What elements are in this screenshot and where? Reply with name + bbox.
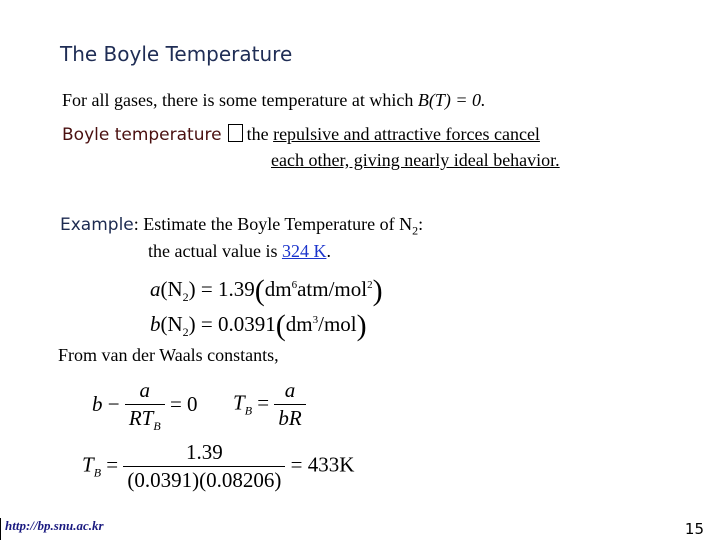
eq1-fraction [125,378,165,434]
eq2-sub: B [244,403,253,418]
eq1-rhs: = 0 [169,391,198,416]
eq-a-units-2: atm/mol [297,277,368,301]
eq-b-sup-1: 3 [312,314,319,326]
footer-url[interactable]: http://bp.snu.ac.kr [5,518,104,533]
eq3-t: T [82,452,94,477]
eq2-denominator: bR [278,406,302,430]
eq-b-value: ) = 0.0391 [188,312,276,336]
boyle-text-start: the [246,124,274,144]
boyle-text-continued: each other, giving nearly ideal behavior. [271,150,560,170]
eq-a-sup-1: 6 [291,279,298,291]
example-text: : Estimate the Boyle Temperature of N [133,214,413,234]
eq3-equals: = [106,452,119,477]
eq-b-open-paren: ( [275,309,286,342]
eq2-equals: = [257,390,270,415]
intro-line [62,90,486,111]
eq1-b: b [92,391,103,416]
eq-a-value: ) = 1.39 [188,277,255,301]
equation-b-constant: $b(N_2) = 0.0391(dm^3/mol)$ [150,309,367,342]
equation-numeric-result [82,440,354,493]
equation-boyle-temperature [233,378,306,431]
eq-a-sup-2: 2 [367,279,373,291]
eq-a-symbol: a [150,277,161,301]
eq1-denominator [125,405,165,434]
eq2-fraction [274,378,305,431]
eq-b-symbol: b [150,312,161,336]
boyle-label: Boyle temperature [62,125,222,145]
intro-text: For all gases, there is some temperature at which [62,90,418,110]
page-number: 15 [684,520,704,538]
eq-b-close-paren: ) [356,309,367,342]
example-subscript: 2 [412,223,419,238]
boyle-text-underlined: repulsive and attractive forces cancel [273,124,540,144]
eq-a-close-paren: ) [372,274,383,307]
eq2-numerator: a [274,378,305,405]
equation-a-constant: $a(N_2) = 1.39(dm^6atm/mol^2)$ [150,274,383,307]
eq1-numerator: a [125,378,165,405]
eq3-fraction [123,440,285,493]
actual-prefix: the actual value is [148,241,282,261]
eq-b-sub: 2 [182,325,189,340]
eq-a-units-1: dm [264,277,292,301]
eq1-denominator-rt: RT [128,406,154,430]
eq-a-species: N [167,277,183,301]
vdw-intro: From van der Waals constants, [58,345,279,365]
eq3-denominator: (0.0391)(0.08206) [127,468,282,492]
actual-suffix: . [326,241,331,261]
intro-expression: B(T) = 0. [417,90,486,110]
eq3-sub: B [93,465,102,480]
example-line [60,214,423,239]
eq1-denominator-sub: B [153,419,161,434]
eq-a-sub: 2 [182,290,189,305]
eq2-t: T [233,390,245,415]
slide-title: The Boyle Temperature [60,42,293,66]
eq3-rhs: = 433K [290,452,355,477]
eq-a-open-paren: ( [254,274,265,307]
equation-boyle-condition [92,378,198,434]
eq-b-units-1: dm [285,312,313,336]
example-label: Example [60,215,134,235]
actual-value-line [148,241,331,262]
eq1-minus: − [107,391,120,416]
boyle-definition-line [62,124,540,145]
eq3-numerator: 1.39 [123,440,285,467]
eq-b-species: N [167,312,183,336]
eq-b-units-2: /mol [318,312,357,336]
missing-glyph-box [228,124,243,142]
actual-value: 324 K [281,241,327,261]
footer-divider [0,518,1,540]
example-colon: : [418,214,424,234]
